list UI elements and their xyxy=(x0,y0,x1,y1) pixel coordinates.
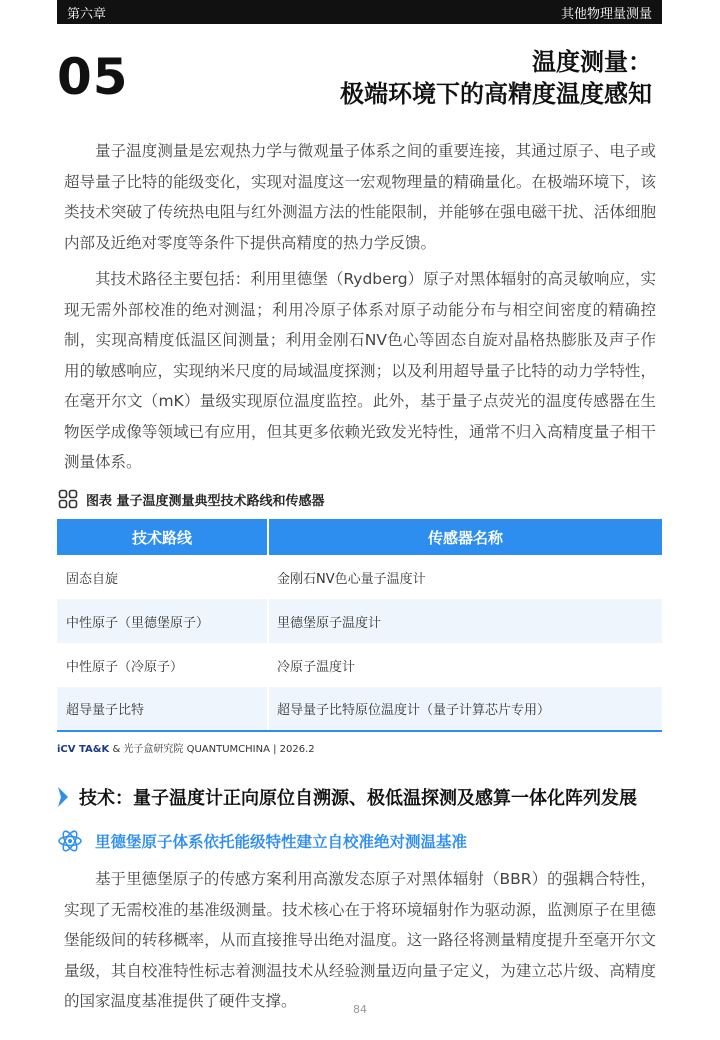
table-cell: 里德堡原子温度计 xyxy=(268,599,662,643)
caption-text: 图表 量子温度测量典型技术路线和传感器 xyxy=(86,493,325,509)
title-line-1: 温度测量： xyxy=(532,48,652,76)
table-caption xyxy=(58,489,325,509)
table-cell: 中性原子（里德堡原子） xyxy=(57,599,268,643)
tech-path-paragraph: 其技术路径主要包括：利用里德堡（Rydberg）原子对黑体辐射的高灵敏响应，实现无需外部校准的绝对测温；利用冷原子体系对原子动能分布与相空间密度的精确控制，实现高精度低温区间测量；利用金刚石NV色心等固态自旋对晶格热膨胀及声子作用的敏感响应，实现纳米尺度的局域温度探测；以及利用超导量子比特的动力学特性，在毫开尔文（mK）量级实现原位温度监控。此外，基于量子点荧光的温度传感器在生物医学成像等领域已有应用，但其更多依赖光致发光特性，通常不归入高精度量子相干测量体系。 xyxy=(64,270,656,471)
chevron-right-icon xyxy=(57,786,69,808)
table-row xyxy=(57,599,662,643)
table-cell: 中性原子（冷原子） xyxy=(66,659,184,675)
source-text: & 光子盒研究院 QUANTUMCHINA | 2026.2 xyxy=(112,744,315,755)
page-title xyxy=(340,46,652,110)
atom-icon xyxy=(57,828,83,854)
subsection-heading-text: 里德堡原子体系依托能级特性建立自校准绝对测温基准 xyxy=(95,833,468,851)
rydberg-paragraph: 基于里德堡原子的传感方案利用高激发态原子对黑体辐射（BBR）的强耦合特性，实现了无需校准的基准级测量。技术核心在于将环境辐射作为驱动源，监测原子在里德堡能级间的转移概率，从而直接推导出绝对温度。这一路径将测量精度提升至毫开尔文量级，其自校准特性标志着测温技术从经验测量迈向量子定义，为建立芯片级、高精度的国家温度基准提供了硬件支撑。 xyxy=(64,870,656,1010)
section-heading-text: 技术：量子温度计正向原位自溯源、极低温探测及感算一体化阵列发展 xyxy=(79,788,637,809)
table-cell: 金刚石NV色心量子温度计 xyxy=(268,555,662,599)
column-header: 传感器名称 xyxy=(268,519,662,555)
column-header: 技术路线 xyxy=(57,519,268,555)
section-heading xyxy=(57,784,637,810)
chapter-label: 第六章 xyxy=(67,6,107,22)
table-row xyxy=(57,687,662,731)
table-cell: 冷原子温度计 xyxy=(268,643,662,687)
source-logo: iCV TA&K xyxy=(57,744,110,755)
table-row xyxy=(57,555,662,599)
section-label: 其他物理量测量 xyxy=(560,6,652,22)
table-source xyxy=(57,740,315,755)
subsection-heading xyxy=(57,828,467,854)
sensor-table xyxy=(57,519,662,732)
table-cell: 固态自旋 xyxy=(66,571,119,587)
table-row xyxy=(57,643,662,687)
page-header xyxy=(57,0,662,24)
intro-paragraph: 量子温度测量是宏观热力学与微观量子体系之间的重要连接，其通过原子、电子或超导量子比特的能级变化，实现对温度这一宏观物理量的精确量化。在极端环境下，该类技术突破了传统热电阻与红外测温方法的性能限制，并能够在强电磁干扰、活体细胞内部及近绝对零度等条件下提供高精度的热力学反馈。 xyxy=(64,142,656,252)
grid-chart-icon xyxy=(58,489,78,509)
section-number: 05 xyxy=(57,48,129,106)
table-cell: 超导量子比特原位温度计（量子计算芯片专用） xyxy=(268,687,662,731)
title-line-2: 极端环境下的高精度温度感知 xyxy=(340,80,652,108)
page-number: 84 xyxy=(353,1003,367,1016)
table-header-row xyxy=(57,519,662,555)
table-cell: 超导量子比特 xyxy=(57,687,268,731)
